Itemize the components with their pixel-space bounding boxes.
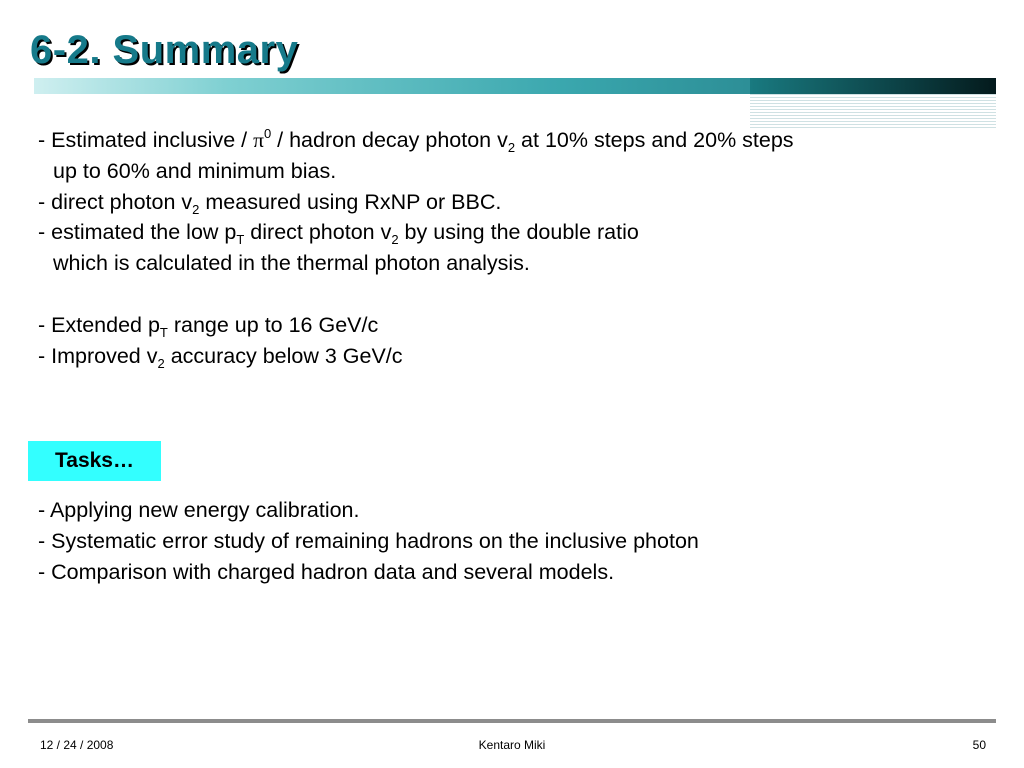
- summary-item-3: [38, 217, 998, 248]
- text-run: direct photon v: [244, 220, 392, 245]
- footer-author: Kentaro Miki: [478, 738, 546, 752]
- pi-symbol: π: [253, 128, 264, 152]
- summary-item-3-continued: which is calculated in the thermal photon analysis.: [53, 251, 530, 276]
- text-run: at 10% steps and 20% steps: [515, 128, 794, 152]
- task-item: - Systematic error study of remaining hadrons on the inclusive photon: [38, 528, 699, 553]
- text-run: - Extended p: [38, 312, 160, 337]
- subscript-2: 2: [192, 201, 200, 217]
- title-band-dark-segment: [750, 78, 996, 94]
- text-run: - direct photon v: [38, 189, 193, 214]
- text-run: - Estimated inclusive /: [38, 128, 254, 152]
- superscript-0: 0: [263, 126, 272, 141]
- tasks-heading-box: [28, 441, 161, 481]
- summary-item-1: [38, 125, 998, 156]
- footer-page-number: 50: [972, 738, 986, 752]
- text-run: range up to 16 GeV/c: [167, 312, 379, 337]
- subscript-2: 2: [157, 355, 165, 371]
- subscript-t: T: [236, 232, 245, 248]
- text-run: by using the double ratio: [398, 220, 639, 245]
- slide-title: 6-2. Summary: [30, 28, 299, 72]
- text-run: / hadron decay photon v: [271, 128, 508, 152]
- decorative-stripes: [750, 94, 996, 128]
- text-run: accuracy below 3 GeV/c: [164, 343, 403, 368]
- tasks-list: [38, 495, 998, 587]
- text-run: measured using RxNP or BBC.: [199, 189, 502, 214]
- summary-item-1-continued: up to 60% and minimum bias.: [53, 158, 337, 183]
- summary-item-5: [38, 341, 998, 372]
- text-run: - estimated the low p: [38, 220, 237, 245]
- summary-item-4: [38, 310, 998, 341]
- subscript-t: T: [159, 324, 168, 340]
- tasks-heading: Tasks…: [55, 449, 134, 472]
- subscript-2: 2: [507, 140, 516, 155]
- summary-list: [38, 125, 998, 371]
- footer-divider: [28, 719, 996, 723]
- summary-item-2: [38, 187, 998, 218]
- text-run: - Improved v: [38, 343, 158, 368]
- task-item: - Applying new energy calibration.: [38, 498, 360, 522]
- spacer: [38, 279, 998, 310]
- subscript-2: 2: [391, 232, 399, 248]
- footer-date: 12 / 24 / 2008: [40, 738, 114, 752]
- task-item: - Comparison with charged hadron data and several models.: [38, 559, 615, 584]
